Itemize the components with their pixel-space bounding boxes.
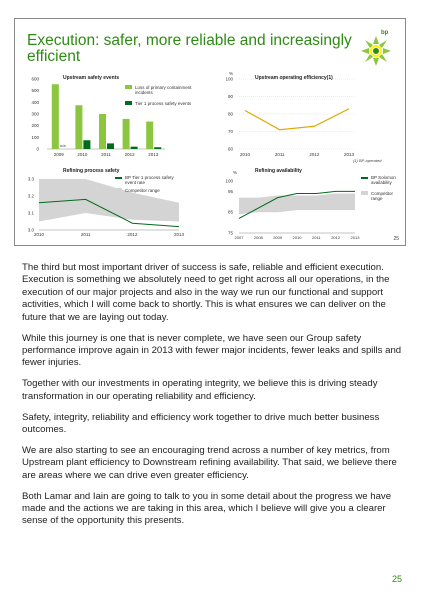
y-tick-label: 300 [31,111,39,117]
upstream-safety-chart [15,19,407,247]
body-paragraph: Together with our investments in operating integrity, we believe this is driving steady transformation in our operating reliability and efficiency. [22,378,378,402]
body-text [22,262,402,536]
y-tick-label: 90 [227,94,233,99]
body-paragraph: Both Lamar and Iain are going to talk to you in some detail about the progress we have made and the actions we are taking in this area, which I believe will give you a clearer sense of the opportunity this presents. [22,490,392,527]
slide-title: Execution: safer, more reliable and increasingly efficient [27,32,352,65]
x-tick-label: 2011 [80,232,91,237]
body-paragraph: While this journey is one that is never complete, we have seen our Group safety performance improve again in 2013 with fewer major incidents, fewer leaks and spills and fewer injuries. [22,332,402,369]
x-tick-label: 2011 [312,235,321,240]
y-tick-label: 95 [227,188,233,194]
body-paragraph: The third but most important driver of success is safe, reliable and efficient execution. Execution is something we absolutely need to get right across all our operations, in the execution of our major projects and also in the way we run our functional and support activities, which I will come back to shortly. This is what ensures we can deliver on the future that we are laying out today. [22,262,390,323]
refining-availability-unit: % [233,170,238,175]
y-tick-label: 3.2 [27,193,34,199]
legend-swatch-light-green [125,85,132,89]
presentation-slide [14,18,406,246]
y-tick-label: 3.1 [27,210,34,216]
x-tick-label: 2012 [331,235,341,240]
y-tick-label: 600 [31,76,39,82]
x-tick-label: 2010 [292,235,302,240]
bar-loss-primary [146,122,153,149]
bar-loss-primary [75,105,82,149]
y-tick-label: 400 [31,99,39,105]
x-tick-label: 2012 [124,152,135,157]
y-tick-label: 100 [225,76,233,82]
legend-competitor-range-1: Competitor range [115,188,190,193]
y-tick-label: 75 [227,230,233,236]
x-tick-label: 2009 [273,235,283,240]
bar-loss-primary [99,114,106,149]
x-tick-label: 2012 [127,232,138,237]
x-tick-label: 2009 [53,152,64,157]
x-tick-label: 2013 [173,232,185,237]
y-tick-label: 3.3 [27,176,34,182]
x-tick-label: 2008 [253,235,263,240]
competitor-range-band [39,179,179,222]
legend-swatch-dark-green [125,101,132,105]
footnote: (1) BP-operated [353,158,382,163]
legend-loss-primary: Loss of primary containment incidents [125,85,205,95]
x-tick-label: 2010 [77,152,88,157]
refining-availability-title: Refining availability [255,168,302,174]
legend-competitor-range-2: Competitor range [361,191,401,201]
x-tick-label: 2010 [239,152,251,157]
x-tick-label: 2007 [234,235,244,240]
x-tick-label: 2013 [148,152,159,157]
y-tick-label: 100 [225,178,233,184]
legend-swatch-grey-2 [361,191,368,195]
efficiency-line [245,109,349,130]
y-tick-label: 200 [31,123,39,129]
x-tick-label: 2010 [33,232,45,237]
bar-loss-primary [52,84,59,149]
competitor-range-band [239,193,355,214]
bar-loss-primary [123,119,130,149]
y-tick-label: 3.0 [27,227,34,233]
bar-tier1 [107,143,114,149]
y-tick-label: 80 [227,111,233,117]
y-tick-label: 85 [227,209,233,215]
upstream-efficiency-title: Upstream operating efficiency(1) [255,75,333,81]
x-tick-label: 2013 [350,235,360,240]
y-tick-label: 0 [36,146,39,152]
legend-swatch-line [115,177,122,179]
legend-swatch-line-2 [361,177,368,179]
y-tick-label: 70 [227,129,233,134]
bar-note: n/a [60,143,66,148]
bar-tier1 [83,140,90,149]
legend-bp-solomon: BP Solomon availability [361,175,401,185]
bar-tier1 [131,147,138,149]
x-tick-label: 2013 [343,152,355,157]
y-tick-label: 60 [227,146,233,152]
x-tick-label: 2011 [274,152,285,157]
body-paragraph: We are also starting to see an encouraging trend across a number of key metrics, from Upstream plant efficiency to Downstream refining availability. That said, we believe there are areas where we can drive even greater efficiency. [22,444,397,481]
upstream-safety-title: Upstream safety events [63,75,120,81]
y-tick-label: 100 [31,134,39,140]
slide-number: 25 [393,236,399,242]
x-tick-label: 2012 [309,152,320,157]
bar-tier1 [154,147,161,149]
y-tick-label: 500 [31,88,39,94]
x-tick-label: 2011 [101,152,111,157]
legend-swatch-grey [115,188,122,192]
page-number: 25 [391,574,402,584]
svg-text:bp: bp [381,30,389,36]
body-paragraph: Safety, integrity, reliability and efficiency work together to drive much better business outcomes. [22,411,380,435]
upstream-efficiency-unit: % [229,71,234,76]
legend-tier1: Tier 1 process safety events [125,101,205,106]
legend-bp-tier1-rate: BP Tier 1 process safety event rate [115,175,190,185]
refining-safety-title: Refining process safety [63,168,120,174]
